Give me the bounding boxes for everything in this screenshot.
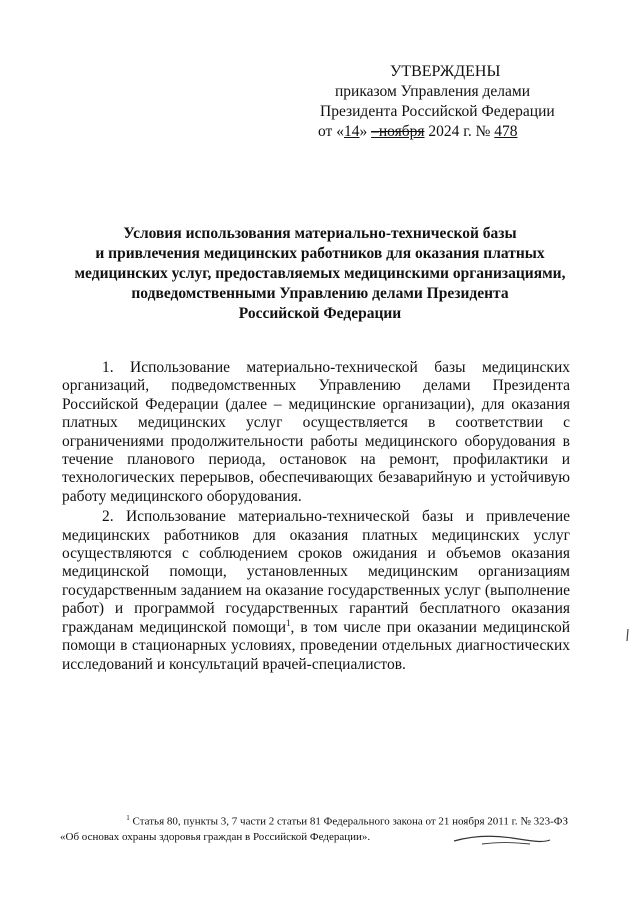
paragraph-1: 1. Использование материально-технической базы медицинских организаций, подведомственных Управлению делами Президента Российской Федерации (далее – медицинские организации), для оказания платных медицинских услуг осуществляется в соответствии с ограничениями продолжительности работы медицинского оборудования в течение планового периода, остановок на ремонт, профилактики и технологических перерывов, обеспечивающих безаварийную и устойчивую работу медицинского оборудования.: [62, 359, 570, 505]
footnote-line-2: «Об основах охраны здоровья граждан в Российской Федерации».: [60, 830, 371, 843]
approval-order-line: приказом Управления делами: [335, 83, 531, 100]
paragraph-2-text-b: , в том числе при оказании медицинской помощи в стационарных условиях, проведении отдельных диагностических исследований и консультаций врачей-специалистов.: [62, 618, 570, 673]
approval-authority-line: Президента Российской Федерации: [320, 103, 555, 120]
margin-mark: [624, 628, 632, 642]
footnote-mark: 1: [126, 814, 130, 822]
heading-line: медицинских услуг, предоставляемых медицинскими организациями,: [74, 265, 566, 282]
date-prefix: от «: [318, 123, 344, 140]
heading-line: Условия использования материально-технической базы: [123, 225, 517, 242]
paragraph-2: [62, 508, 570, 674]
heading-line: Российской Федерации: [238, 305, 402, 322]
footnote-reference: 1: [286, 617, 291, 628]
date-day-suffix: »: [359, 123, 372, 140]
order-number: 478: [494, 123, 518, 140]
footnote-text-1: Статья 80, пункты 3, 7 части 2 статьи 81 Федерального закона от 21 ноября 2011 г. № 323-ФЗ: [129, 815, 568, 828]
footnote-line-1: [60, 811, 580, 830]
handwritten-mark: [452, 832, 552, 848]
approval-date-line: [318, 122, 588, 142]
heading-line: подведомственными Управлению делами Президента: [131, 285, 509, 302]
date-month: –ноября: [371, 123, 425, 140]
approval-stamp-block: [318, 62, 588, 142]
heading-line: и привлечения медицинских работников для оказания платных: [95, 245, 545, 262]
document-body: [62, 359, 570, 674]
paragraph-2-text-a: 2. Использование материально-технической базы и привлечение медицинских работников для оказания платных медицинских услуг осуществляются с соблюдением сроков ожидания и объемов оказания медицинской помощи, установленных медицинским организациям государственным заданием на оказание государственных услуг (выполнение работ) и программой государственных гарантий бесплатного оказания гражданам медицинской помощи: [62, 508, 570, 636]
date-day: 14: [343, 123, 360, 140]
date-year: 2024 г. №: [424, 123, 495, 140]
document-heading: [60, 224, 580, 324]
approval-title: УТВЕРЖДЕНЫ: [390, 63, 501, 80]
